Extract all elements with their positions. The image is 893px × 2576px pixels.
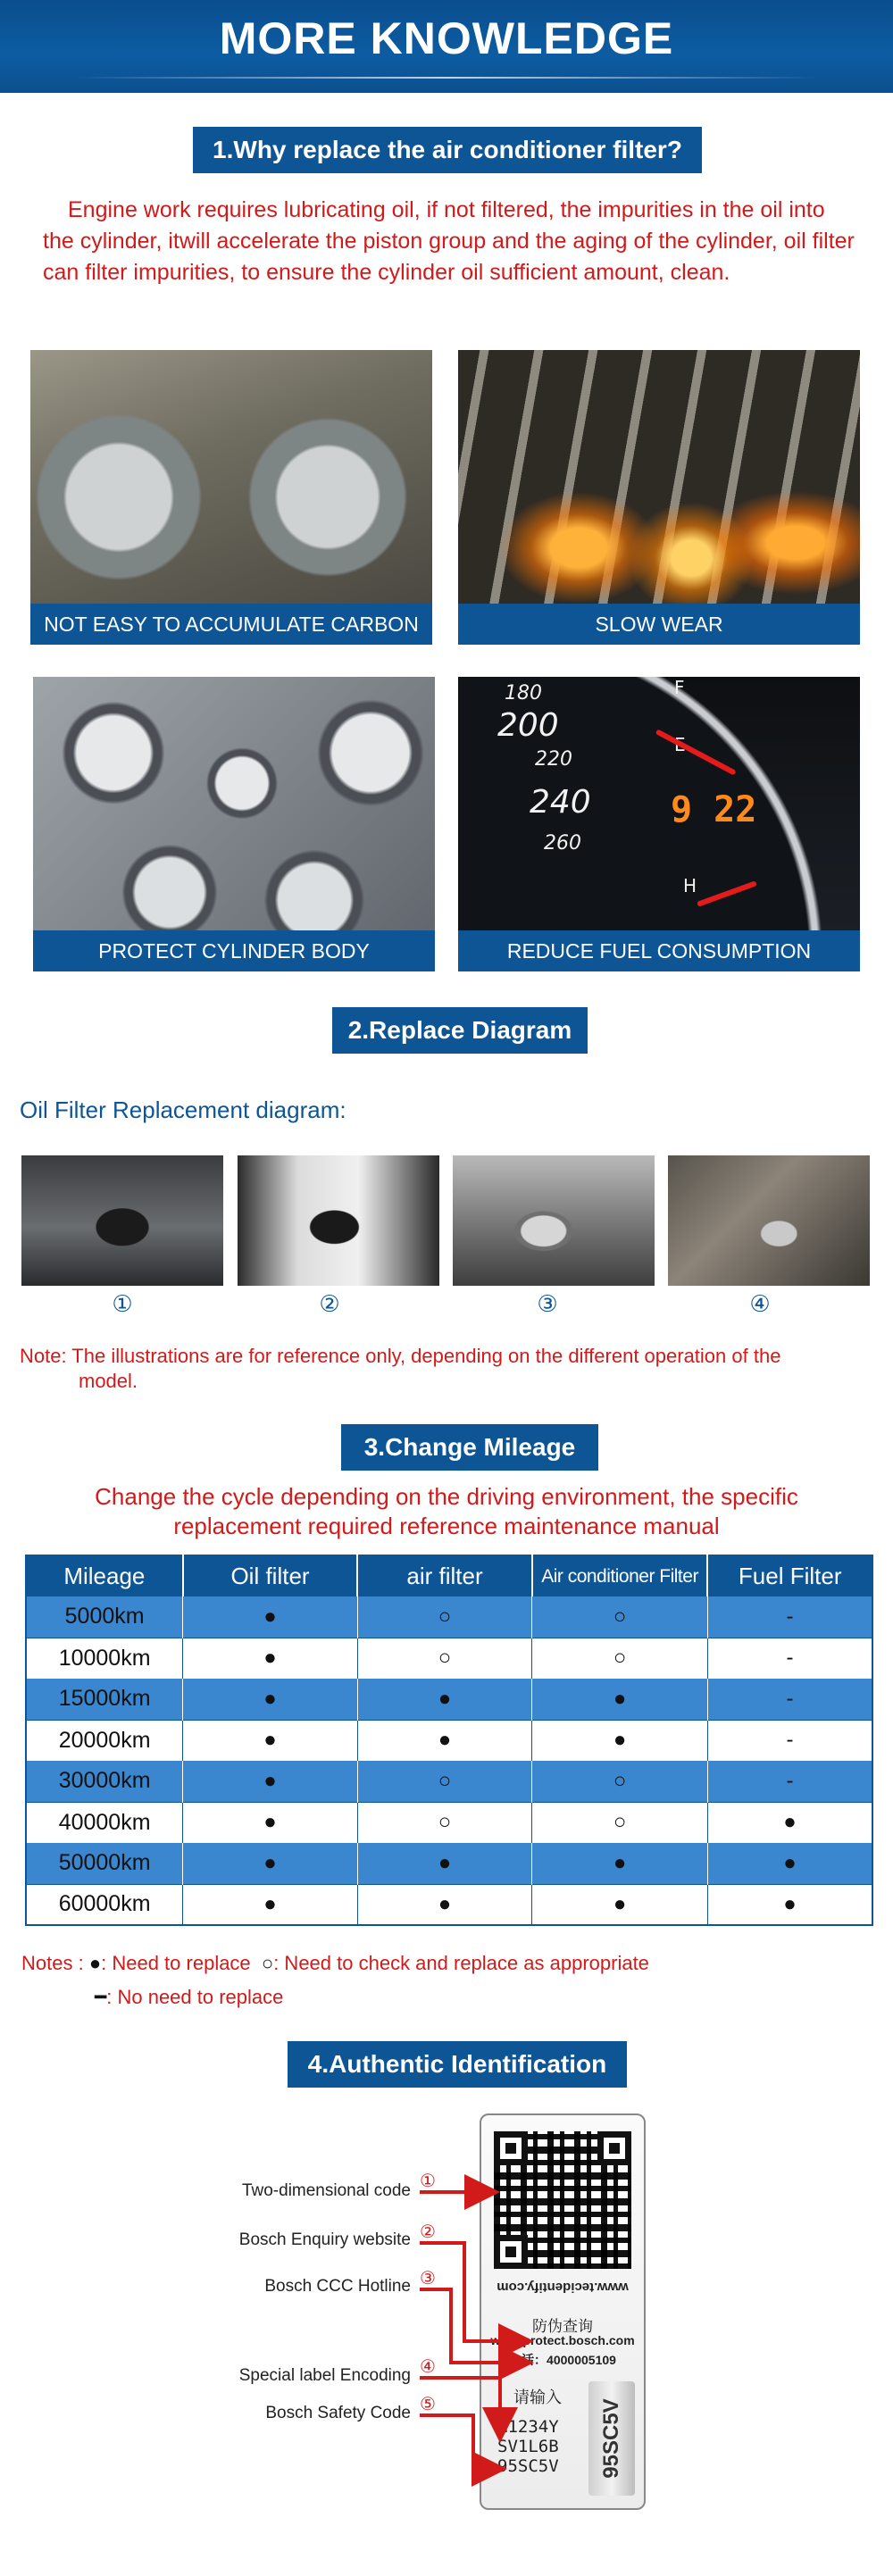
card-caption: PROTECT CYLINDER BODY xyxy=(33,930,435,971)
arrow-2 xyxy=(420,2243,527,2341)
notes-prefix: Notes : xyxy=(21,1952,84,1974)
status-cell: ● xyxy=(707,1884,872,1925)
status-cell: ● xyxy=(183,1596,358,1638)
gauge-speed: 220 xyxy=(535,748,572,771)
status-cell: ● xyxy=(183,1802,358,1843)
arrow-3 xyxy=(420,2289,527,2363)
callout-number: ③ xyxy=(420,2269,436,2288)
status-cell: ○ xyxy=(357,1638,532,1679)
dash-symbol: ━ xyxy=(95,1986,107,2008)
status-cell: ● xyxy=(357,1720,532,1761)
note-line-2: model. xyxy=(79,1370,138,1392)
step-number: ④ xyxy=(749,1290,771,1317)
mileage-cell: 20000km xyxy=(26,1720,183,1761)
callout-number: ④ xyxy=(420,2357,436,2377)
step-number: ② xyxy=(319,1290,340,1317)
status-cell: - xyxy=(707,1720,872,1761)
page-title: MORE KNOWLEDGE xyxy=(219,13,674,63)
gauge-speed: 260 xyxy=(544,832,581,854)
status-cell: ○ xyxy=(357,1802,532,1843)
status-cell: ● xyxy=(707,1843,872,1884)
status-cell: ● xyxy=(357,1843,532,1884)
arrow-4 xyxy=(420,2378,500,2436)
status-cell: ● xyxy=(532,1679,708,1720)
filled-dot-text: : Need to replace xyxy=(101,1952,251,1974)
status-cell: ● xyxy=(357,1884,532,1925)
section-1-title: 1.Why replace the air conditioner filter? xyxy=(193,127,702,173)
status-cell: ○ xyxy=(532,1638,708,1679)
status-cell: ● xyxy=(183,1679,358,1720)
card-caption: NOT EASY TO ACCUMULATE CARBON xyxy=(30,604,432,645)
gauge-speed: 240 xyxy=(530,784,591,821)
status-cell: ○ xyxy=(532,1761,708,1802)
section-2-title: 2.Replace Diagram xyxy=(332,1007,588,1054)
status-cell: ○ xyxy=(357,1596,532,1638)
mileage-cell: 15000km xyxy=(26,1679,183,1720)
status-cell: ● xyxy=(183,1638,358,1679)
label-ccc-hotline: Bosch CCC Hotline xyxy=(264,2277,411,2296)
intro-line-2: replacement required reference maintenance manual xyxy=(173,1513,720,1539)
mileage-cell: 60000km xyxy=(26,1884,183,1925)
status-cell: - xyxy=(707,1679,872,1720)
column-header: Oil filter xyxy=(183,1555,358,1596)
status-cell: ● xyxy=(183,1843,358,1884)
tag-phone: 电话：4000005109 xyxy=(509,2353,616,2367)
intro-line-1: Change the cycle depending on the driving environment, the specific xyxy=(95,1483,798,1510)
dash-text: : No need to replace xyxy=(106,1986,284,2008)
note-line-1: Note: The illustrations are for reference only, depending on the different operation of the xyxy=(20,1345,781,1367)
mileage-cell: 40000km xyxy=(26,1802,183,1843)
status-cell: ● xyxy=(357,1679,532,1720)
odometer-digits: 9 22 xyxy=(671,789,757,830)
replacement-subtitle: Oil Filter Replacement diagram: xyxy=(20,1096,346,1123)
tag-input-label: 请输入 xyxy=(513,2388,562,2406)
status-cell: - xyxy=(707,1596,872,1638)
arrow-5 xyxy=(420,2415,500,2469)
mileage-cell: 5000km xyxy=(26,1596,183,1638)
status-cell: ● xyxy=(183,1884,358,1925)
gauge-speed: 180 xyxy=(505,682,542,704)
callout-number: ② xyxy=(420,2222,436,2242)
silver-code: 95SC5V xyxy=(599,2398,623,2479)
column-header: Mileage xyxy=(26,1555,183,1596)
status-cell: ● xyxy=(532,1720,708,1761)
callout-number: ① xyxy=(420,2172,436,2191)
status-cell: ● xyxy=(707,1802,872,1843)
callout-number: ⑤ xyxy=(420,2395,436,2414)
status-cell: ● xyxy=(183,1720,358,1761)
filled-dot-symbol: ● xyxy=(88,1952,102,1974)
label-special-encoding: Special label Encoding xyxy=(238,2366,411,2385)
column-header: Fuel Filter xyxy=(707,1555,872,1596)
section-3-title: 3.Change Mileage xyxy=(341,1424,598,1471)
status-cell: ○ xyxy=(532,1596,708,1638)
column-header: Air conditioner Filter xyxy=(532,1555,708,1596)
step-number: ① xyxy=(112,1290,133,1317)
tag-code: M1234Y xyxy=(497,2417,559,2437)
gauge-speed: 200 xyxy=(497,707,559,744)
label-enquiry-website: Bosch Enquiry website xyxy=(238,2230,411,2249)
label-qr-code: Two-dimensional code xyxy=(241,2181,411,2200)
column-header: air filter xyxy=(357,1555,532,1596)
section-1-body: Engine work requires lubricating oil, if not filtered, the impurities in the oil into the cylinder, itwill accelerate the piston group and the aging of the cylinder, oil filter can filter impurities, to ensure the cylinder oil sufficient amount, clean. xyxy=(43,197,855,285)
card-caption: REDUCE FUEL CONSUMPTION xyxy=(458,930,860,971)
status-cell: ● xyxy=(532,1884,708,1925)
card-caption: SLOW WEAR xyxy=(458,604,860,645)
status-cell: - xyxy=(707,1638,872,1679)
fuel-full-mark: F xyxy=(674,677,685,698)
mileage-cell: 10000km xyxy=(26,1638,183,1679)
status-cell: ● xyxy=(532,1843,708,1884)
hollow-dot-text: : Need to check and replace as appropriate xyxy=(273,1952,649,1974)
mileage-cell: 50000km xyxy=(26,1843,183,1884)
tag-website: www.protect.bosch.com xyxy=(490,2333,635,2347)
tag-code: 95SC5V xyxy=(497,2456,559,2476)
hollow-dot-symbol: ○ xyxy=(261,1952,274,1974)
tag-code: SV1L6B xyxy=(497,2437,559,2456)
status-cell: ● xyxy=(183,1761,358,1802)
status-cell: ○ xyxy=(357,1761,532,1802)
status-cell: ○ xyxy=(532,1802,708,1843)
tag-url-mirrored: www.tecidentify.com xyxy=(497,2280,629,2295)
temp-hot-mark: H xyxy=(683,875,697,896)
status-cell: - xyxy=(707,1761,872,1802)
mileage-cell: 30000km xyxy=(26,1761,183,1802)
step-number: ③ xyxy=(537,1290,558,1317)
tag-anti-fake: 防伪查询 xyxy=(532,2318,593,2335)
section-4-title: 4.Authentic Identification xyxy=(288,2041,627,2088)
label-safety-code: Bosch Safety Code xyxy=(265,2404,411,2422)
